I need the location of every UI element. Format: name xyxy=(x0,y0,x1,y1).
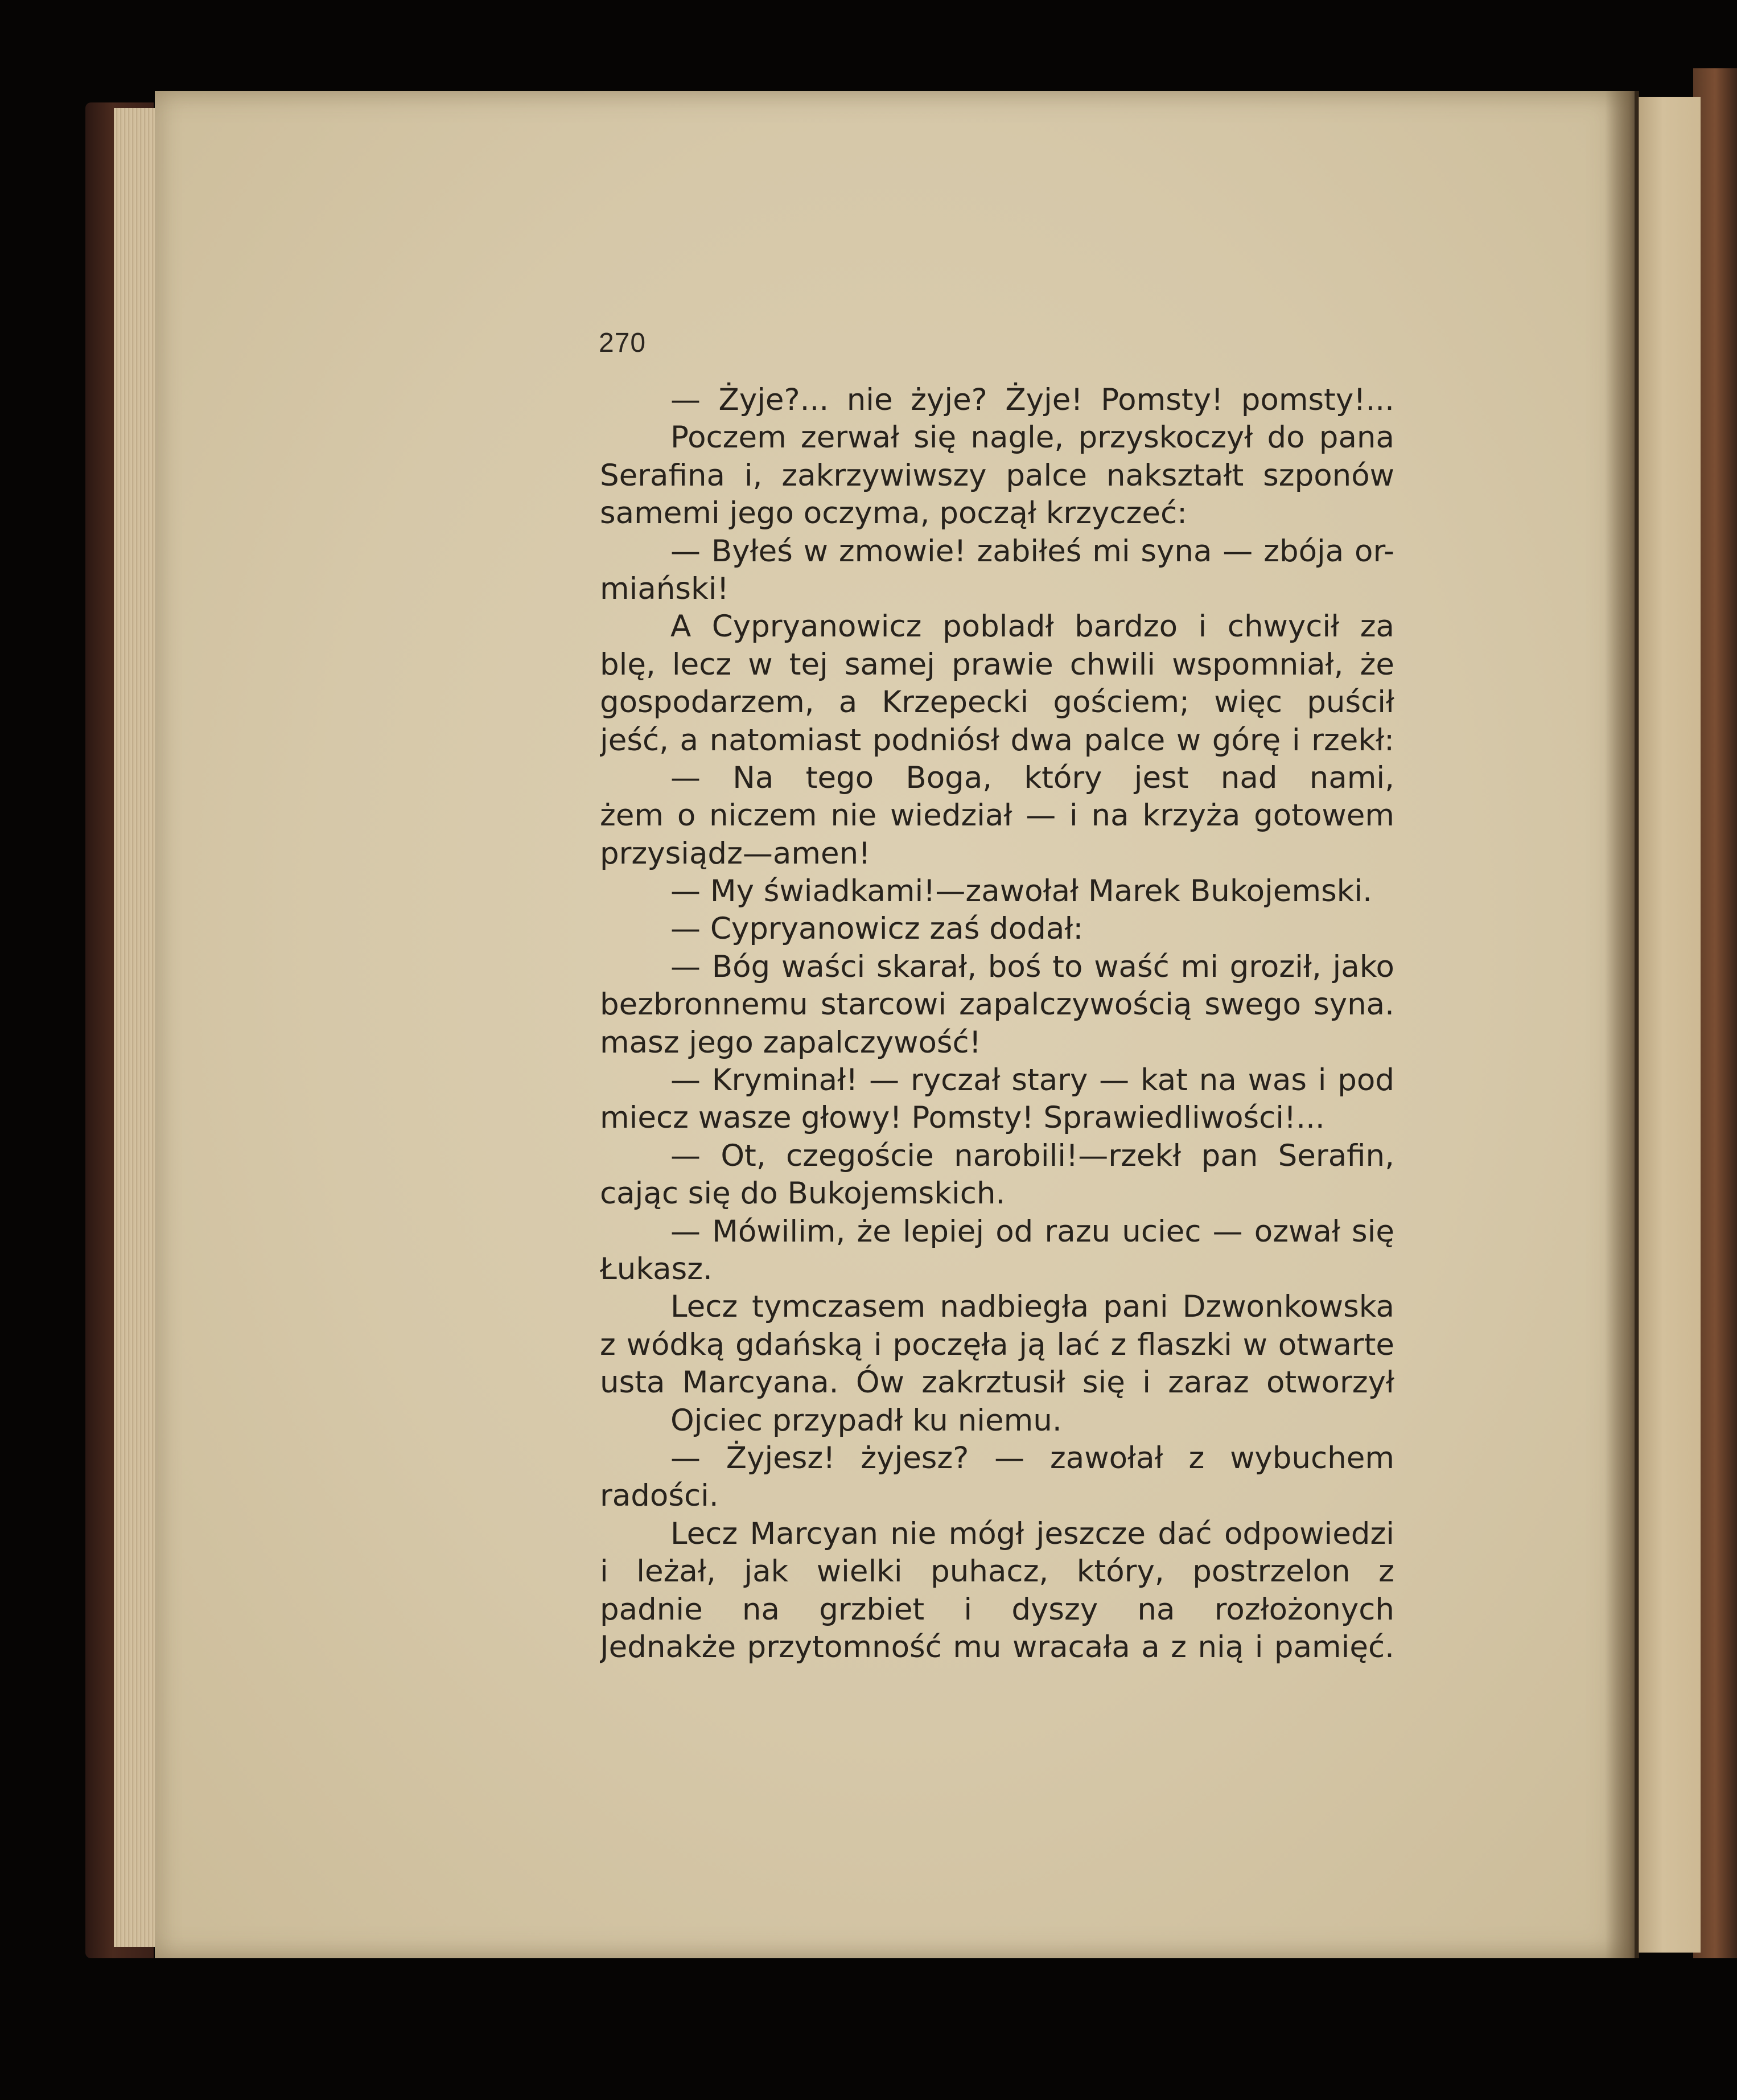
text-line: jeść, a natomiast podniósł dwa palce w górę i rzekł: xyxy=(600,722,1394,758)
page-number: 270 xyxy=(599,328,647,358)
text-line: — Żyje?... nie żyje? Żyje! Pomsty! pomsty!... xyxy=(670,383,1394,417)
text-line: cając się do Bukojemskich. xyxy=(600,1176,1006,1211)
text-line: żem o niczem nie wiedział — i na krzyża gotowem xyxy=(600,798,1394,833)
text-line: — Ot, czegoście narobili!—rzekł pan Serafin, xyxy=(670,1138,1394,1173)
text-line: z wódką gdańską i poczęła ją lać z flaszki w otwarte xyxy=(600,1327,1394,1362)
text-line: — Żyjesz! żyjesz? — zawołał z wybuchem xyxy=(670,1440,1394,1476)
text-line: — My świadkami!—zawołał Marek Bukojemski. xyxy=(670,874,1372,909)
text-line: — Cypryanowicz zaś dodał: xyxy=(670,911,1084,947)
text-line: — Kryminał! — ryczał stary — kat na was i pod xyxy=(670,1063,1394,1098)
text-line: miański! xyxy=(600,571,729,606)
text-line: Ojciec przypadł ku niemu. xyxy=(670,1403,1062,1438)
text-line: Serafina i, zakrzywiwszy palce nakształt szponów xyxy=(600,458,1394,493)
text-line: bezbronnemu starcowi zapalczywością swego syna. xyxy=(600,987,1394,1022)
text-line: — Byłeś w zmowie! zabiłeś mi syna — zbója or- xyxy=(670,533,1394,569)
text-line: samemi jego oczyma, począł krzyczeć: xyxy=(600,496,1187,531)
text-line: Lecz Marcyan nie mógł jeszcze dać odpowiedzi xyxy=(670,1516,1394,1551)
text-line: usta Marcyana. Ów zakrztusił się i zaraz otworzył xyxy=(600,1365,1394,1400)
text-line: — Na tego Boga, który jest nad nami, xyxy=(670,760,1394,795)
text-line: Jednakże przytomność mu wracała a z nią i pamięć. xyxy=(600,1629,1394,1665)
text-line: radości. xyxy=(600,1478,719,1514)
text-line: masz jego zapalczywość! xyxy=(600,1025,981,1060)
text-line: — Bóg waści skarał, boś to waść mi groził, jako xyxy=(670,949,1394,984)
text-line: i leżał, jak wielki puhacz, który, postrzelon z xyxy=(600,1554,1394,1589)
text-line: blę, lecz w tej samej prawie chwili wspomniał, że xyxy=(600,647,1394,682)
text-line: Lecz tymczasem nadbiegła pani Dzwonkowska xyxy=(670,1289,1394,1325)
text-line: A Cypryanowicz pobladł bardzo i chwycił za xyxy=(670,609,1394,644)
text-line: miecz wasze głowy! Pomsty! Sprawiedliwości!... xyxy=(600,1100,1325,1136)
text-line: przysiądz—amen! xyxy=(600,836,871,871)
text-line: padnie na grzbiet i dyszy na rozłożonych xyxy=(600,1592,1394,1627)
text-line: gospodarzem, a Krzepecki gościem; więc puścił xyxy=(600,685,1394,720)
page-text xyxy=(600,381,1394,1666)
text-line: Łukasz. xyxy=(600,1251,713,1287)
text-line: — Mówilim, że lepiej od razu uciec — ozwał się xyxy=(670,1214,1394,1249)
page-gutter xyxy=(1605,91,1639,1958)
text-line: Poczem zerwał się nagle, przyskoczył do pana xyxy=(670,420,1394,455)
facing-page-edge xyxy=(1638,97,1701,1953)
